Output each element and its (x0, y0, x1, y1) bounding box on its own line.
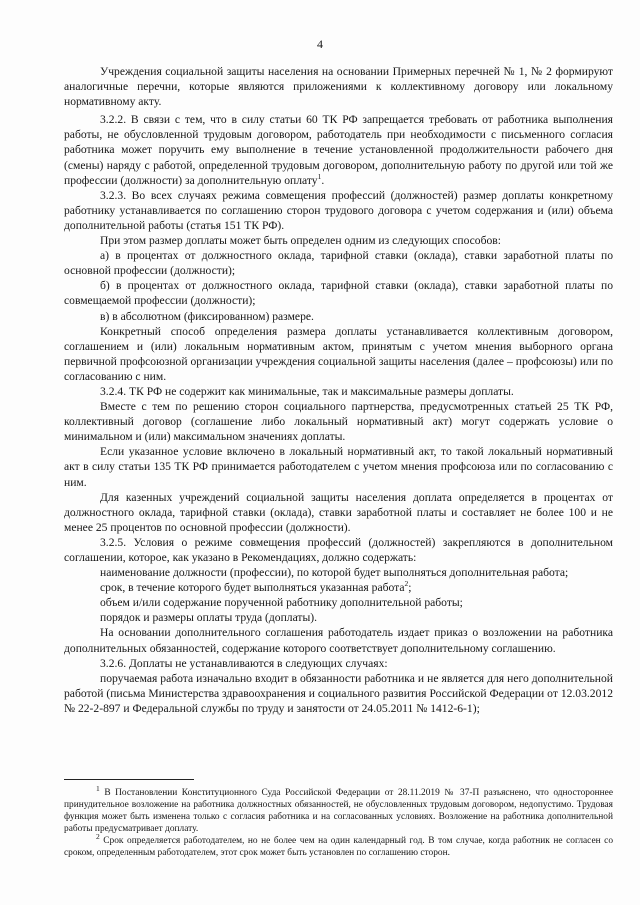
footnote-ref[interactable]: 1 (317, 171, 322, 181)
paragraph-text: срок, в течение которого будет выполняться указанная работа (100, 581, 405, 595)
footnote-mark: 2 (96, 832, 100, 842)
list-item (64, 580, 613, 595)
paragraph: Если указанное условие включено в локальный нормативный акт, то такой локальный нормативный акт в силу статьи 135 ТК РФ принимается работодателем с учетом мнения профсоюза или по согласованию с ним. (64, 445, 613, 489)
footnotes (64, 783, 614, 860)
list-item: в) в абсолютном (фиксированном) размере. (100, 309, 314, 323)
footnote-mark: 1 (96, 783, 100, 793)
paragraph-text: 3.2.2. В связи с тем, что в силу статьи 60 ТК РФ запрещается требовать от работника выполнения работы, не обусловленной трудовым договором, работодатель при необходимости с письменного согласия работника может поручить ему выполнение в течение установленной продолжительности рабочего дня (смены) наряду с работой, определенной трудовым договором, дополнительную работу по другой или той же профессии (должности) за дополнительную оплату (64, 113, 613, 187)
paragraph: 3.2.6. Доплаты не устанавливаются в следующих случаях: (100, 656, 388, 670)
paragraph: Конкретный способ определения размера доплаты устанавливается коллективным договором, соглашением и (или) локальным нормативным актом, принятым с учетом мнения выборного органа первичной профсоюзной организации учреждения социальной защиты населения (далее – профсоюзы) или по согласованию с ним. (64, 324, 613, 383)
paragraph (64, 112, 613, 187)
footnote (64, 832, 614, 859)
footnote-text: В Постановлении Конституционного Суда Российской Федерации от 28.11.2019 № 37-П разъяснено, что одностороннее принудительное возложение на работника должностных обязанностей, не обусловленных трудовым договором, недопустимо. Трудовая функция может быть изменена только с согласия работника и на согласованных условиях. Возложение на работника дополнительной работы предусматривает доплату. (64, 788, 613, 835)
footnote-ref[interactable]: 2 (404, 579, 409, 589)
paragraph: 3.2.5. Условия о режиме совмещения профессий (должностей) закрепляются в дополнительном соглашении, которое, как указано в Рекомендациях, должно содержать: (64, 535, 613, 564)
paragraph: 3.2.4. ТК РФ не содержит как минимальные, так и максимальные размеры доплаты. (100, 384, 514, 398)
list-item: наименование должности (профессии), по которой будет выполняться дополнительная работа; (100, 566, 569, 580)
paragraph-end: ; (408, 581, 412, 595)
paragraph: Учреждения социальной защиты населения на основании Примерных перечней № 1, № 2 формируют аналогичные перечни, которые являются приложениями к коллективному договору или локальному нормативному акту. (64, 65, 613, 109)
list-item: объем и/или содержание порученной работнику дополнительной работы; (100, 596, 463, 610)
paragraph: Вместе с тем по решению сторон социального партнерства, предусмотренных статьей 25 ТК РФ, коллективный договор (соглашение либо локальный нормативный акт) могут содержать условие о минимальном и (или) максимальном значениях доплаты. (64, 400, 613, 444)
paragraph: Для казенных учреждений социальной защиты населения доплата определяется в процентах от должностного оклада, тарифной ставки (оклада), ставки заработной платы и составляет не более 100 и не менее 25 процентов по основной профессии (должности). (64, 490, 613, 534)
list-item: порядок и размеры оплаты труда (доплаты). (100, 611, 318, 625)
list-item: б) в процентах от должностного оклада, тарифной ставки (оклада), ставки заработной платы по совмещаемой профессии (должности); (64, 279, 613, 308)
paragraph: На основании дополнительного соглашения работодатель издает приказ о возложении на работника дополнительных обязанностей, содержание которого соответствует дополнительному соглашению. (64, 626, 613, 655)
paragraph: При этом размер доплаты может быть определен одним из следующих способов: (100, 234, 501, 248)
footnote (64, 783, 613, 835)
footnote-text: Срок определяется работодателем, но не более чем на один календарный год. В том случае, когда работник не согласен со сроком, определенным работодателем, этот срок может быть установлен по соглашению сторон. (64, 836, 614, 859)
list-item: поручаемая работа изначально входит в обязанности работника и не является для него дополнительной работой (письма Министерства здравоохранения и социального развития Российской Федерации от 12.03.2012 № 22-2-897 и Федеральной службы по труду и занятости от 24.05.2011 № 1412-6-1); (64, 671, 613, 715)
page-number: 4 (317, 37, 323, 51)
footnote-divider (64, 779, 194, 780)
body-text (64, 64, 613, 716)
list-item: а) в процентах от должностного оклада, тарифной ставки (оклада), ставки заработной платы по основной профессии (должности); (64, 249, 613, 278)
paragraph-end: . (321, 173, 325, 187)
paragraph: 3.2.3. Во всех случаях режима совмещения профессий (должностей) размер доплаты конкретному работнику устанавливается по соглашению сторон трудового договора с учетом содержания и (или) объема дополнительной работы (статья 151 ТК РФ). (64, 188, 613, 232)
